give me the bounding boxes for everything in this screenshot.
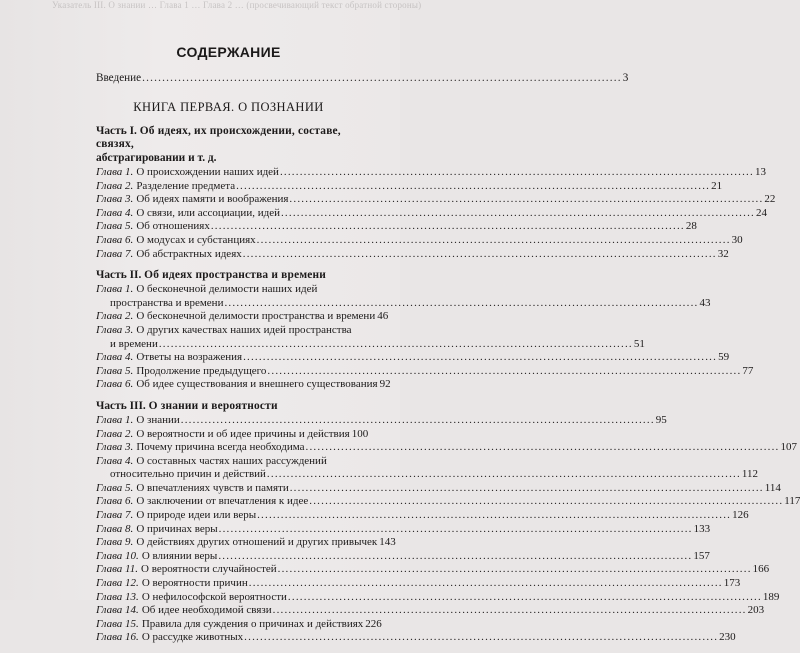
toc-part-2 xyxy=(96,269,754,392)
chapter-title: О происхождении наших идей xyxy=(136,166,279,178)
chapter-title-continuation: пространства и времени xyxy=(110,296,224,309)
chapter-label: Глава 11. xyxy=(96,563,138,576)
chapter-label: Глава 2. xyxy=(96,310,134,323)
part-title[interactable] xyxy=(96,125,361,151)
leader-dots xyxy=(281,207,755,221)
chapter-page: 32 xyxy=(717,247,729,260)
toc-entry-chapter[interactable] xyxy=(96,364,754,379)
chapter-label: Глава 1. xyxy=(96,413,134,426)
toc-entry-chapter[interactable] xyxy=(96,233,743,248)
chapter-title: Правила для суждения о причинах и действиях xyxy=(141,617,364,630)
toc-title: СОДЕРЖАНИЕ xyxy=(176,44,281,60)
chapter-label: Глава 2. xyxy=(96,179,134,192)
part-name-continuation: абстрагировании и т. д. xyxy=(96,152,217,164)
chapter-label: Глава 7. xyxy=(96,509,134,522)
chapter-label: Глава 1. xyxy=(96,283,134,296)
chapter-label: Глава 6. xyxy=(96,233,134,246)
parts-container xyxy=(96,125,800,645)
chapter-label: Глава 6. xyxy=(96,495,134,508)
toc-entry-chapter[interactable] xyxy=(96,577,741,591)
chapter-label: Глава 1. xyxy=(96,166,134,178)
toc-entry-chapter[interactable] xyxy=(96,481,781,496)
chapter-title: О впечатлениях чувств и памяти xyxy=(136,481,289,494)
toc-entry-chapter[interactable] xyxy=(96,179,723,194)
chapter-label: Глава 7. xyxy=(96,247,134,260)
chapter-label: Глава 5. xyxy=(96,481,134,494)
chapter-label: Глава 5. xyxy=(96,220,134,233)
leader-dots xyxy=(278,563,752,577)
leader-dots xyxy=(249,577,723,591)
chapter-title-continuation: относительно причин и действий xyxy=(110,468,266,481)
bleed-through-text: Указатель III. О знании … Глава 1 … Глава 2 … (просвечивающий текст обратной стороны) xyxy=(52,0,422,10)
chapter-title: О вероятности и об идее причины и действия xyxy=(136,427,350,440)
chapter-page: 22 xyxy=(764,193,776,206)
leader-dots xyxy=(267,468,741,482)
chapter-title: О бесконечной делимости пространства и времени xyxy=(136,310,376,323)
toc-entry-chapter[interactable] xyxy=(96,310,389,324)
chapter-title: О составных частях наших рассуждений xyxy=(136,454,327,467)
chapter-label: Глава 5. xyxy=(96,364,134,377)
leader-dots xyxy=(243,351,717,365)
leader-dots xyxy=(306,441,780,455)
chapter-page: 28 xyxy=(685,220,697,233)
part-name: Об идеях, их происхождении, составе, связях, xyxy=(96,125,341,150)
chapter-page: 24 xyxy=(755,206,767,219)
chapter-label: Глава 3. xyxy=(96,441,134,454)
leader-dots xyxy=(288,591,762,605)
leader-dots xyxy=(219,523,693,537)
chapter-page: 46 xyxy=(377,310,389,323)
toc-entry-chapter[interactable] xyxy=(96,378,391,392)
chapter-page: 189 xyxy=(762,590,780,603)
intro-label: Введение xyxy=(96,72,142,84)
chapter-title: О вероятности причин xyxy=(141,577,248,590)
chapter-title: О природе идеи или веры xyxy=(136,509,257,522)
part-title[interactable] xyxy=(96,400,361,413)
chapter-page: 95 xyxy=(655,413,667,426)
chapter-label: Глава 4. xyxy=(96,454,134,467)
chapter-page: 166 xyxy=(752,563,770,576)
chapter-page: 21 xyxy=(711,179,723,192)
chapter-page: 43 xyxy=(699,296,711,309)
leader-dots xyxy=(257,234,731,248)
leader-dots xyxy=(243,248,717,262)
chapter-label: Глава 4. xyxy=(96,206,134,219)
chapter-page: 203 xyxy=(747,604,765,617)
chapter-label: Глава 9. xyxy=(96,536,134,549)
chapter-page: 107 xyxy=(780,441,797,454)
leader-dots xyxy=(181,414,655,428)
toc-entry-chapter[interactable] xyxy=(96,351,730,365)
toc-entry-chapter[interactable] xyxy=(96,563,770,577)
chapter-page: 100 xyxy=(351,427,369,440)
toc-entry-chapter[interactable] xyxy=(96,536,396,550)
chapter-page: 51 xyxy=(633,337,645,350)
chapter-title: Об идее необходимой связи xyxy=(141,604,272,617)
book-title: КНИГА ПЕРВАЯ. О ПОЗНАНИИ xyxy=(133,100,324,114)
chapter-label: Глава 6. xyxy=(96,378,134,391)
part-title[interactable] xyxy=(96,269,361,282)
chapter-title: Об абстрактных идеях xyxy=(136,247,242,260)
chapter-title: Ответы на возражения xyxy=(136,351,243,364)
chapter-page: 114 xyxy=(764,481,781,494)
chapter-title: Продолжение предыдущего xyxy=(136,364,267,377)
chapter-label: Глава 4. xyxy=(96,351,134,364)
toc-entry-chapter[interactable] xyxy=(96,631,736,645)
toc-entry-chapter[interactable] xyxy=(96,441,797,455)
chapter-page: 30 xyxy=(731,233,743,246)
chapter-label: Глава 14. xyxy=(96,604,139,617)
toc-entry-continuation[interactable] xyxy=(96,468,759,482)
chapter-page: 13 xyxy=(754,166,766,178)
chapter-title: О модусах и субстанциях xyxy=(136,233,256,246)
leader-dots xyxy=(290,482,764,496)
leader-dots xyxy=(142,72,622,85)
chapter-page: 126 xyxy=(732,509,749,522)
chapter-label: Глава 2. xyxy=(96,427,134,440)
chapter-page: 226 xyxy=(365,617,382,630)
part-name: Об идеях пространства и времени xyxy=(144,269,327,282)
leader-dots xyxy=(309,495,783,509)
toc-entry-continuation[interactable] xyxy=(96,337,645,352)
toc-entry-chapter[interactable] xyxy=(96,206,767,221)
chapter-page: 112 xyxy=(741,468,759,481)
toc-entry-chapter[interactable] xyxy=(96,427,369,442)
chapter-title: О бесконечной делимости наших идей xyxy=(136,283,318,296)
chapter-label: Глава 15. xyxy=(96,617,139,630)
chapter-title-continuation: и времени xyxy=(110,337,158,350)
chapter-title: О причинах веры xyxy=(136,522,218,535)
chapter-title: О вероятности случайностей xyxy=(141,563,277,576)
toc-entry-chapter[interactable] xyxy=(96,495,800,509)
chapter-label: Глава 10. xyxy=(96,549,139,562)
toc-entry-chapter[interactable] xyxy=(96,604,765,618)
chapter-label: Глава 3. xyxy=(96,323,134,336)
toc-entry-chapter[interactable] xyxy=(96,166,766,180)
chapter-title: О нефилософской вероятности xyxy=(141,590,287,603)
chapter-label: Глава 12. xyxy=(96,577,139,590)
leader-dots xyxy=(244,631,718,645)
chapter-page: 157 xyxy=(693,549,710,562)
leader-dots xyxy=(211,220,685,234)
chapter-title: Почему причина всегда необходима xyxy=(136,441,305,454)
chapter-label: Глава 8. xyxy=(96,522,134,535)
toc-part-3 xyxy=(96,399,800,645)
chapter-page: 117 xyxy=(784,495,800,508)
leader-dots xyxy=(159,338,633,352)
toc-entry-chapter[interactable] xyxy=(96,324,361,338)
table-of-contents xyxy=(96,44,800,653)
chapter-title: О связи, или ассоциации, идей xyxy=(136,206,280,219)
leader-dots xyxy=(273,604,747,618)
toc-entry-chapter[interactable] xyxy=(96,522,711,537)
toc-entry-chapter[interactable] xyxy=(96,509,749,523)
chapter-page: 230 xyxy=(719,631,736,644)
leader-dots xyxy=(218,550,692,564)
chapter-title: О знании xyxy=(136,413,180,426)
toc-entry-chapter[interactable] xyxy=(96,283,361,297)
chapter-page: 59 xyxy=(718,351,730,364)
chapter-title: Об идеях памяти и воображения xyxy=(136,193,289,206)
chapter-title: О действиях других отношений и других привычек xyxy=(136,536,378,549)
chapter-title: О заключении от впечатления к идее xyxy=(136,495,309,508)
part-name: О знании и вероятности xyxy=(148,399,278,412)
chapter-title: О влиянии веры xyxy=(141,549,218,562)
toc-part-1 xyxy=(96,125,776,261)
toc-entry-chapter[interactable] xyxy=(96,455,361,469)
intro-page: 3 xyxy=(622,72,629,84)
toc-entry-chapter[interactable] xyxy=(96,549,710,564)
toc-entry-chapter[interactable] xyxy=(96,413,667,428)
toc-entry-chapter[interactable] xyxy=(96,247,729,262)
chapter-title: Об идее существования и внешнего существования xyxy=(136,378,378,391)
toc-entry-intro[interactable] xyxy=(96,72,629,85)
chapter-label: Глава 13. xyxy=(96,590,139,603)
chapter-title: О рассудке животных xyxy=(141,631,244,644)
chapter-page: 133 xyxy=(693,522,711,535)
part-label: Часть I. xyxy=(96,125,137,137)
leader-dots xyxy=(236,180,710,194)
toc-entry-chapter[interactable] xyxy=(96,617,382,632)
leader-dots xyxy=(267,365,741,379)
leader-dots xyxy=(280,166,754,180)
part-label: Часть II. xyxy=(96,269,142,282)
chapter-page: 143 xyxy=(379,536,396,549)
toc-entry-chapter[interactable] xyxy=(96,220,697,234)
toc-entry-continuation[interactable] xyxy=(96,296,711,311)
chapter-page: 77 xyxy=(742,364,754,377)
chapter-title: Разделение предмета xyxy=(136,179,236,192)
toc-entry-chapter[interactable] xyxy=(96,193,776,207)
leader-dots xyxy=(257,509,731,523)
part-label: Часть III. xyxy=(96,399,146,412)
chapter-label: Глава 3. xyxy=(96,193,134,206)
chapter-title: Об отношениях xyxy=(136,220,210,233)
toc-entry-chapter[interactable] xyxy=(96,590,780,605)
chapter-label: Глава 16. xyxy=(96,631,139,644)
leader-dots xyxy=(289,193,763,207)
chapter-title: О других качествах наших идей пространства xyxy=(136,323,352,336)
chapter-page: 173 xyxy=(723,577,741,590)
chapter-page: 92 xyxy=(379,378,391,391)
leader-dots xyxy=(224,297,698,311)
